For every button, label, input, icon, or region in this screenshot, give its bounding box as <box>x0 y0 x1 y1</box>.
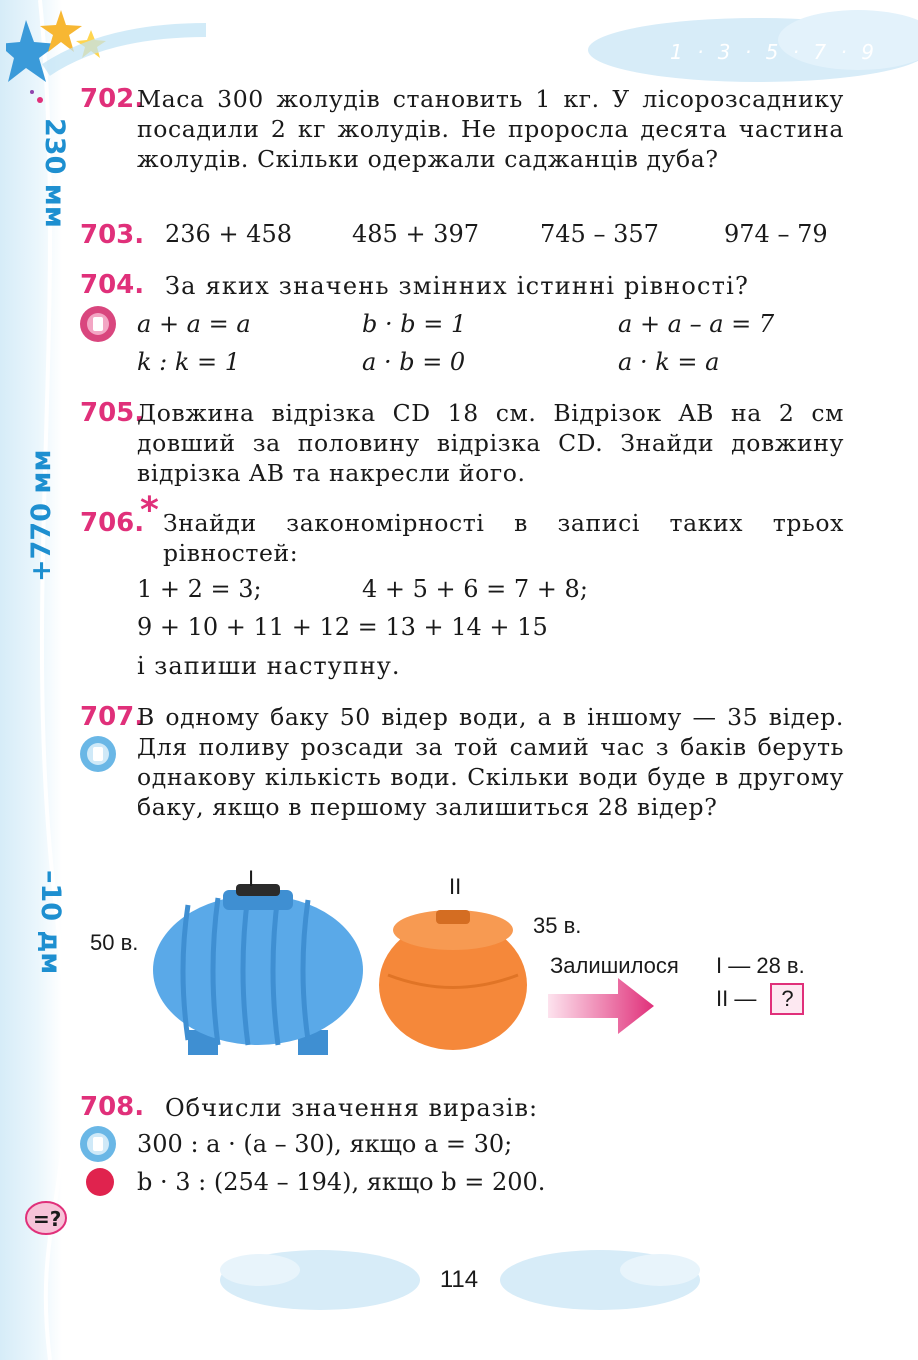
problem-706-eq-2: 4 + 5 + 6 = 7 + 8; <box>362 575 588 603</box>
problem-707-number: 707. <box>80 702 145 732</box>
remaining-row-2-label: II — <box>716 986 757 1011</box>
remaining-title: Залишилося <box>550 953 679 978</box>
page-number: 114 <box>439 1266 479 1293</box>
bottom-clouds-decoration <box>0 1240 918 1350</box>
problem-707-text: В одному баку 50 відер води, а в іншому — 35 відер. Для поливу розсади за той самий час з баків беруть однакову кількість води. Скільки води буде в другому баку, якщо в першому залишиться 28 відер? <box>137 703 844 821</box>
top-cloud-digits: 1 · 3 · 5 · 7 · 9 <box>670 40 878 64</box>
problem-706-number: 706. <box>80 508 145 538</box>
tank-2-amount: 35 в. <box>533 913 582 938</box>
problem-703-expr-3: 745 – 357 <box>540 220 659 248</box>
svg-text:=?: =? <box>33 1207 62 1231</box>
remaining-row-1: I — 28 в. <box>716 953 805 978</box>
problem-708-expr-1: 300 : a · (a – 30), якщо a = 30; <box>137 1130 513 1158</box>
problem-704-eq-1: a + a = a <box>137 310 251 338</box>
problem-703-number: 703. <box>80 220 145 250</box>
problem-704-eq-6: a · k = a <box>618 348 720 376</box>
problem-704-text: За яких значень змінних істинні рівності? <box>165 272 750 300</box>
side-label-bottom: –10 дм <box>35 870 66 975</box>
problem-706-text: Знайди закономірності в записі таких трьох рівностей: <box>163 509 844 567</box>
problem-703-expr-1: 236 + 458 <box>165 220 292 248</box>
problem-705-text: Довжина відрізка CD 18 см. Відрізок AB на 2 см довший за половину відрізка CD. Знайди довжину відрізка AB та накресли його. <box>137 399 844 487</box>
pink-arrow-icon <box>548 978 658 1038</box>
side-label-top: 230 мм <box>39 118 70 228</box>
problem-702-text: Маса 300 жолудів становить 1 кг. У лісорозсаднику посадили 2 кг жолудів. Не проросла десята частина жолудів. Скільки одержали саджанців дуба? <box>137 85 844 173</box>
remaining-row-2 <box>716 983 804 1015</box>
problem-704-number: 704. <box>80 270 145 300</box>
problem-706-eq-1: 1 + 2 = 3; <box>137 575 262 603</box>
problem-704-eq-2: b · b = 1 <box>362 310 467 338</box>
problem-708-text: Обчисли значення виразів: <box>165 1094 539 1122</box>
problem-704-eq-3: a + a – a = 7 <box>618 310 775 338</box>
problem-702-number: 702. <box>80 84 145 114</box>
puzzle-blue-icon <box>78 734 118 774</box>
red-dot-icon <box>84 1166 116 1198</box>
equals-question-icon <box>24 1200 68 1236</box>
puzzle-blue-icon-2 <box>78 1124 118 1164</box>
side-label-middle: +770 мм <box>26 449 57 582</box>
tank-1-label: I <box>248 866 255 891</box>
problem-708-number: 708. <box>80 1092 145 1122</box>
problem-704-eq-5: a · b = 0 <box>362 348 466 376</box>
problem-703-expr-4: 974 – 79 <box>724 220 828 248</box>
problem-705-number: 705. <box>80 398 145 428</box>
problem-706-closing: і запиши наступну. <box>137 652 401 680</box>
tank-1-amount: 50 в. <box>90 930 139 955</box>
problem-706-star: * <box>140 490 159 531</box>
orange-tank-image <box>378 905 538 1055</box>
problem-703-expr-2: 485 + 397 <box>352 220 479 248</box>
tank-2-label: II <box>449 874 462 899</box>
puzzle-pink-icon <box>78 304 118 344</box>
problem-706-eq-3: 9 + 10 + 11 + 12 = 13 + 14 + 15 <box>137 613 548 641</box>
question-box: ? <box>770 983 804 1015</box>
problem-704-eq-4: k : k = 1 <box>137 348 241 376</box>
problem-708-expr-2: b · 3 : (254 – 194), якщо b = 200. <box>137 1168 546 1196</box>
